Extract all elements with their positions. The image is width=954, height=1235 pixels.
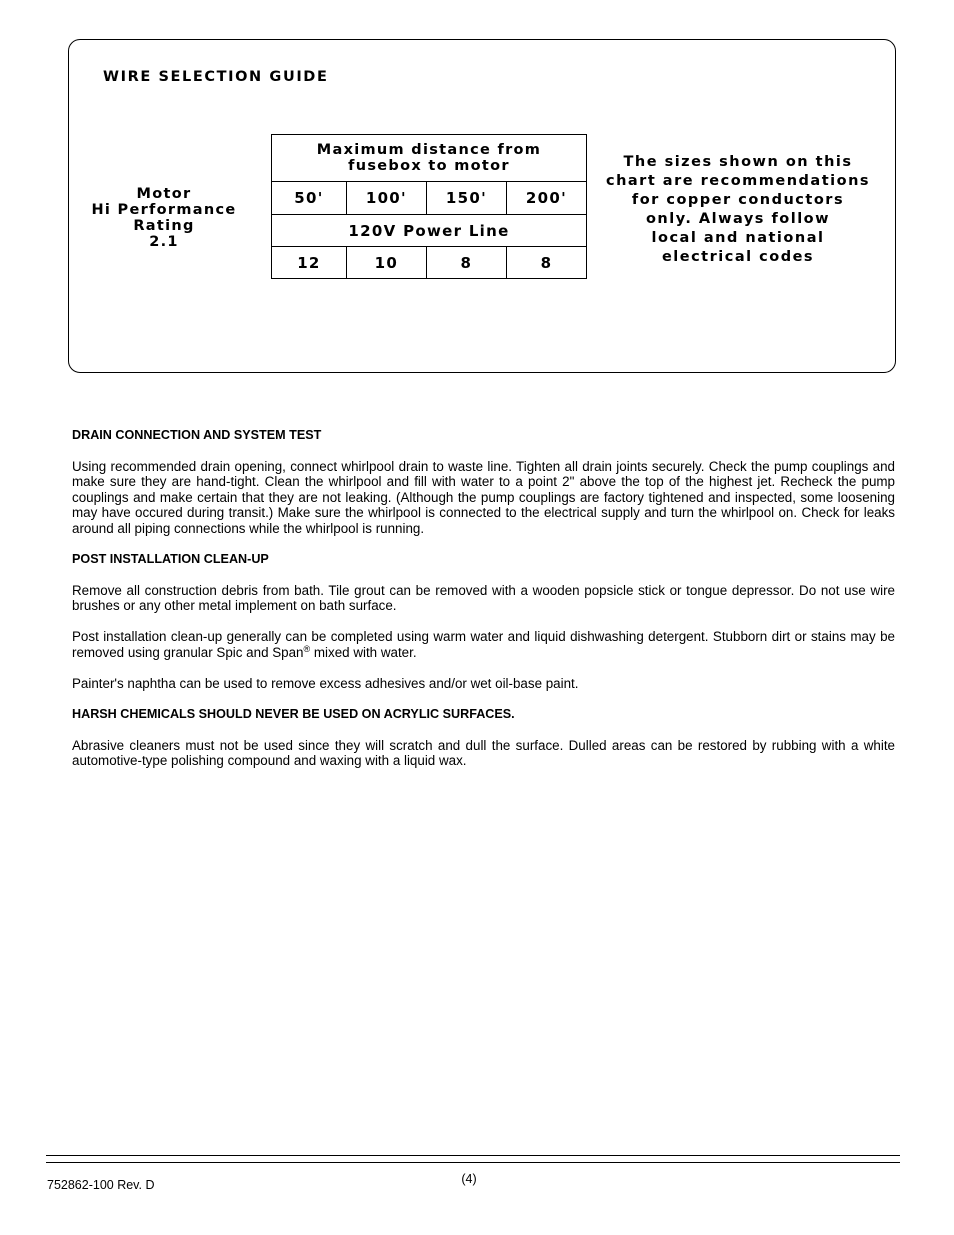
note-line: local and national: [651, 230, 825, 246]
motor-label-line: Motor: [136, 186, 192, 202]
motor-label-line: Hi Performance: [91, 202, 237, 218]
harsh-chemicals-text: Abrasive cleaners must not be used since they will scratch and dull the surface. Dulled areas can be restored by rubbing with a white automotive-type polishing compound and waxing with a liquid wax.: [72, 737, 895, 769]
note-line: chart are recommendations: [605, 173, 871, 189]
gauge-row: [272, 247, 587, 279]
distance-row: [272, 182, 587, 215]
footer-rule-bottom: [46, 1162, 900, 1163]
footer-rule-top: [46, 1155, 900, 1156]
document-id: 752862-100 Rev. D: [47, 1178, 155, 1192]
table-header-row: [272, 135, 587, 182]
header-line: fusebox to motor: [348, 158, 510, 174]
cleanup-p2-text: Post installation clean-up generally can be completed using warm water and liquid dishwashing detergent. Stubborn dirt or stains may be removed using granular Spic and Span: [72, 629, 895, 660]
wire-guide-title: WIRE SELECTION GUIDE: [103, 69, 329, 85]
cleanup-p2-text-end: mixed with water.: [310, 644, 417, 660]
harsh-chemicals-heading: HARSH CHEMICALS SHOULD NEVER BE USED ON ACRYLIC SURFACES.: [72, 707, 515, 722]
gauge-cell: 8: [426, 247, 506, 279]
drain-connection-text: Using recommended drain opening, connect whirlpool drain to waste line. Tighten all drain joints securely. Check the pump couplings and make sure they are hand-tight. Clean the whirlpool and fill with water to a point 2" above the top of the highest jet. Recheck the pump couplings and make certain that they are not leaking. (Although the pump couplings are factory tightened and inspected, some loosening may have occured during transit.) Make sure the whirlpool is connected to the electrical supply and turn the whirlpool on. Check for leaks around all piping connections while the whirlpool is running.: [72, 458, 895, 536]
note-line: for copper conductors: [631, 192, 845, 208]
gauge-cell: 12: [272, 247, 347, 279]
distance-cell: 200': [506, 182, 586, 215]
motor-rating-label: [84, 186, 244, 250]
registered-mark: ®: [303, 643, 311, 654]
wire-gauge-table: [271, 134, 587, 279]
cleanup-paragraph-3: Painter's naphtha can be used to remove excess adhesives and/or wet oil-base paint.: [72, 676, 579, 692]
gauge-cell: 10: [346, 247, 426, 279]
gauge-cell: 8: [506, 247, 586, 279]
motor-label-line: Rating: [133, 218, 195, 234]
power-line-row: [272, 215, 587, 247]
distance-cell: 150': [426, 182, 506, 215]
max-distance-header: [272, 135, 587, 182]
note-line: only. Always follow: [645, 211, 831, 227]
cleanup-paragraph-1: Remove all construction debris from bath. Tile grout can be removed with a wooden popsicle stick or tongue depressor. Do not use wire brushes or any other metal implement on bath surface.: [72, 582, 895, 614]
instructions-content: [72, 428, 895, 784]
note-line: electrical codes: [661, 249, 815, 265]
distance-cell: 50': [272, 182, 347, 215]
cleanup-paragraph-2: [72, 629, 895, 660]
post-installation-heading: POST INSTALLATION CLEAN-UP: [72, 552, 269, 567]
motor-label-line: 2.1: [149, 234, 179, 250]
header-line: Maximum distance from: [316, 142, 542, 158]
distance-cell: 100': [346, 182, 426, 215]
note-line: The sizes shown on this: [623, 154, 853, 170]
power-line-cell: 120V Power Line: [272, 215, 587, 247]
page-number: (4): [461, 1172, 477, 1186]
drain-connection-heading: DRAIN CONNECTION AND SYSTEM TEST: [72, 428, 322, 442]
copper-conductors-note: [601, 153, 875, 267]
